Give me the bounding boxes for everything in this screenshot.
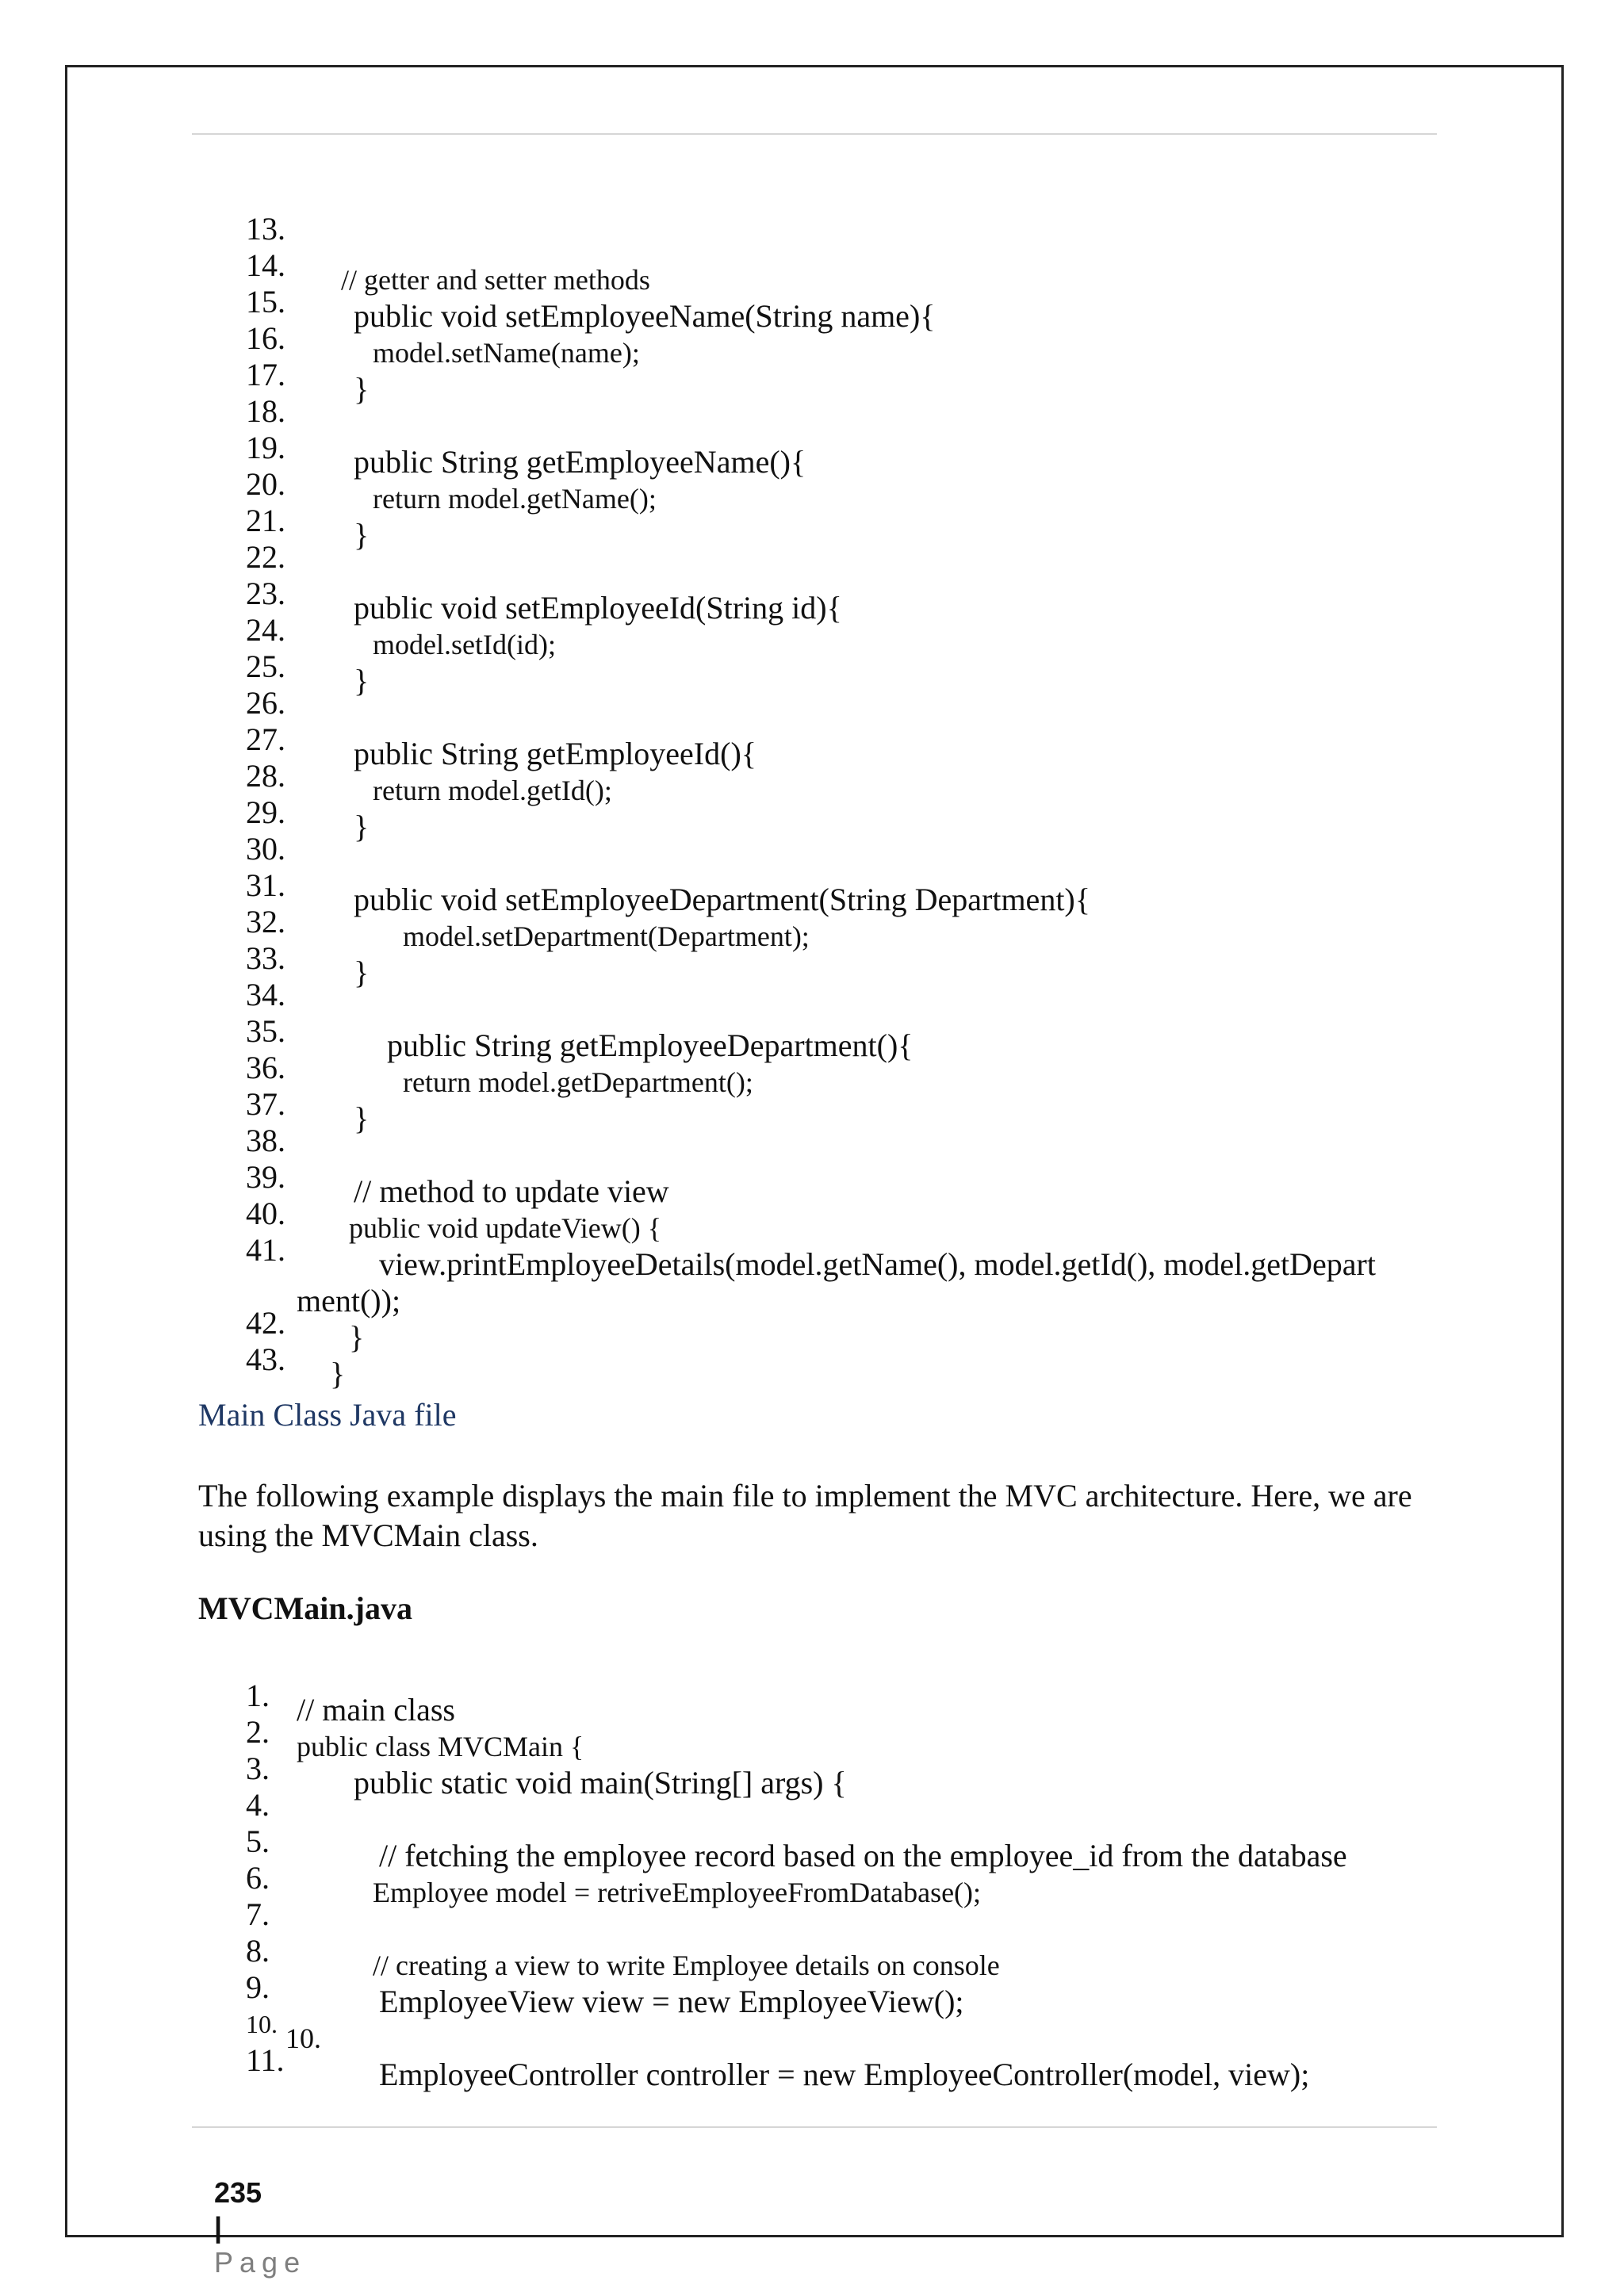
code-line xyxy=(0,197,285,247)
code-text: public String getEmployeeDepartment(){ xyxy=(387,1027,914,1063)
code-text: } xyxy=(354,517,370,553)
code-line xyxy=(0,488,370,553)
line-number: 30. xyxy=(246,831,285,867)
line-number: 22. xyxy=(246,539,285,575)
code-text: } xyxy=(349,1319,365,1355)
code-text: } xyxy=(354,663,370,698)
line-number: 38. xyxy=(246,1123,285,1158)
code-line xyxy=(0,598,556,660)
line-number: 20. xyxy=(246,466,285,502)
code-text: } xyxy=(354,1100,370,1136)
code-text: // fetching the employee record based on the employee_id from the database xyxy=(379,1838,1347,1873)
line-number: 29. xyxy=(246,794,285,830)
code-text: public void setEmployeeId(String id){ xyxy=(354,590,842,626)
code-line xyxy=(0,1809,1347,1873)
line-number: 24. xyxy=(246,612,285,648)
code-line xyxy=(0,744,612,806)
code-line xyxy=(0,1846,982,1908)
code-text: // creating a view to write Employee details on console xyxy=(373,1950,1000,1981)
code-text: view.printEmployeeDetails(model.getName(), model.getId(), model.getDepart xyxy=(379,1246,1376,1282)
code-text: EmployeeView view = new EmployeeView(); xyxy=(379,1984,964,2019)
code-text: public class MVCMain { xyxy=(297,1731,584,1762)
code-text: Employee model = retriveEmployeeFromDatabase(); xyxy=(373,1877,982,1908)
code-line xyxy=(0,1254,401,1318)
code-line xyxy=(0,1072,370,1136)
code-text: // main class xyxy=(297,1692,455,1728)
line-number: 35. xyxy=(246,1013,285,1049)
code-text: // method to update view xyxy=(354,1173,669,1209)
line-number: 23. xyxy=(246,576,285,611)
code-text: } xyxy=(354,955,370,990)
code-text: model.setName(name); xyxy=(373,337,640,369)
section-heading: Main Class Java file xyxy=(198,1397,457,1433)
code-text: EmployeeController controller = new EmployeeController(model, view); xyxy=(379,2057,1310,2092)
code-line xyxy=(0,962,285,1012)
code-text: } xyxy=(354,809,370,844)
line-number: 6. xyxy=(246,1860,270,1896)
line-number: 11. xyxy=(246,2042,285,2078)
line-number: 27. xyxy=(246,721,285,757)
file-name-heading: MVCMain.java xyxy=(198,1590,412,1626)
code-text: public void updateView() { xyxy=(349,1212,662,1244)
code-line xyxy=(0,415,806,480)
code-line xyxy=(0,780,370,844)
code-line xyxy=(0,1919,1000,1981)
code-line xyxy=(0,379,285,429)
code-line xyxy=(0,561,842,626)
line-number: 41. xyxy=(246,1232,285,1268)
code-text: } xyxy=(354,371,370,407)
code-line xyxy=(0,1108,285,1158)
line-number: 43. xyxy=(246,1341,285,1377)
code-line xyxy=(0,926,370,990)
line-number: 42. xyxy=(246,1305,285,1341)
line-number: 9. xyxy=(246,1969,270,2005)
line-number: 34. xyxy=(246,977,285,1012)
code-text: // getter and setter methods xyxy=(341,264,650,296)
code-text: return model.getName(); xyxy=(373,483,657,515)
code-line xyxy=(0,890,810,952)
line-number: 19. xyxy=(246,430,285,465)
code-line xyxy=(0,1663,455,1728)
page-label: Page xyxy=(214,2246,307,2279)
footer-rule xyxy=(192,2126,1437,2128)
code-line xyxy=(0,707,756,771)
code-text: model.setId(id); xyxy=(373,629,556,660)
line-number: 32. xyxy=(246,904,285,939)
line-number: 18. xyxy=(246,393,285,429)
code-line xyxy=(0,306,640,369)
code-text: public void setEmployeeName(String name){ xyxy=(354,298,936,334)
line-number: 14. xyxy=(246,247,285,283)
line-number: 5. xyxy=(246,1823,270,1859)
line-number: 36. xyxy=(246,1050,285,1085)
code-line xyxy=(0,853,1090,917)
code-line xyxy=(0,634,370,698)
line-number: 25. xyxy=(246,649,285,684)
code-line xyxy=(0,1327,346,1391)
line-number: 21. xyxy=(246,503,285,538)
code-line xyxy=(0,525,285,575)
footer-separator: | xyxy=(214,2211,223,2244)
line-number: 33. xyxy=(246,940,285,976)
line-number: 26. xyxy=(246,685,285,721)
page-number: 235 xyxy=(214,2176,262,2209)
line-number: 2. xyxy=(246,1714,270,1750)
line-number: 16. xyxy=(246,320,285,356)
line-number: 1. xyxy=(246,1678,270,1713)
line-number: 4. xyxy=(246,1787,270,1823)
code-text: return model.getDepartment(); xyxy=(403,1066,753,1098)
line-number: 37. xyxy=(246,1086,285,1122)
header-rule xyxy=(192,133,1437,135)
line-number: 3. xyxy=(246,1751,270,1786)
code-line xyxy=(0,1145,669,1209)
intro-paragraph: The following example displays the main file to implement the MVC architecture. Here, we are using the MVCMain class. xyxy=(198,1478,1412,1553)
code-line xyxy=(0,999,914,1063)
line-number: 10. xyxy=(246,2010,278,2038)
line-number: 31. xyxy=(246,867,285,903)
code-text: ment()); xyxy=(297,1283,401,1318)
code-text: model.setDepartment(Department); xyxy=(403,920,810,952)
page-footer xyxy=(198,2141,306,2280)
code-line xyxy=(0,1773,270,1823)
line-number: 8. xyxy=(246,1933,270,1969)
code-text: public void setEmployeeDepartment(String Department){ xyxy=(354,882,1090,917)
line-number: 40. xyxy=(246,1196,285,1231)
line-number: 7. xyxy=(246,1896,270,1932)
code-text: return model.getId(); xyxy=(373,775,612,806)
code-line xyxy=(0,817,285,867)
code-line xyxy=(0,1992,321,2054)
line-number: 17. xyxy=(246,357,285,392)
line-number: 28. xyxy=(246,758,285,794)
line-number: 13. xyxy=(246,211,285,247)
code-line xyxy=(0,233,650,296)
code-line xyxy=(0,342,370,407)
line-number: 15. xyxy=(246,284,285,320)
code-line xyxy=(0,671,285,721)
code-line xyxy=(0,1882,270,1932)
code-text: public String getEmployeeName(){ xyxy=(354,444,806,480)
line-number: 39. xyxy=(246,1159,285,1195)
code-text: public static void main(String[] args) { xyxy=(354,1765,847,1800)
code-text: 10. xyxy=(285,2022,321,2054)
code-text: } xyxy=(330,1356,346,1391)
code-text: public String getEmployeeId(){ xyxy=(354,736,756,771)
